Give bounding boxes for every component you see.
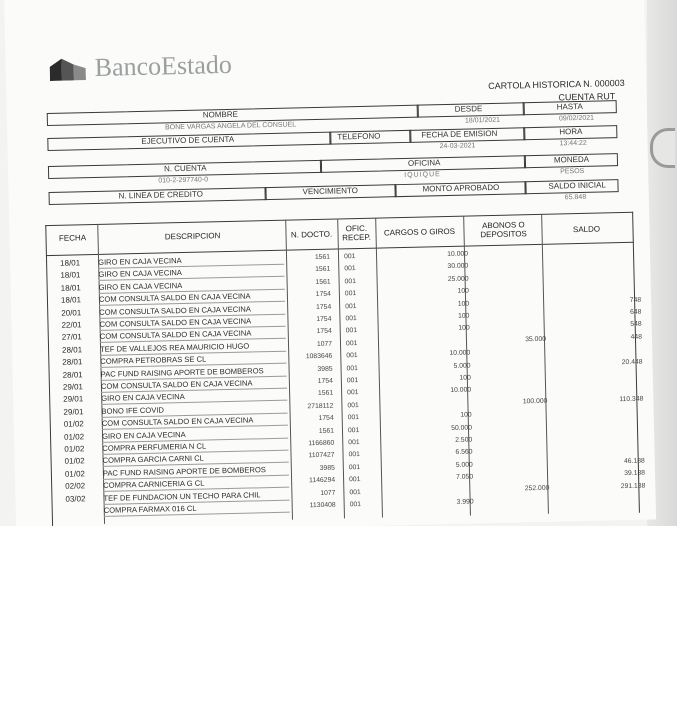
cell-credit: 252.000	[524, 484, 550, 492]
moneda-label: MONEDA	[553, 154, 590, 165]
cell-date: 28/01	[61, 345, 83, 355]
cell-debit: 7.050	[455, 473, 474, 482]
cell-office: 001	[344, 277, 357, 286]
cell-description: COMPRA PERFUMERIA N CL	[102, 439, 288, 455]
cell-office: 001	[349, 501, 362, 509]
cell-date: 02/02	[65, 481, 86, 491]
cell-debit: 5.000	[455, 461, 473, 469]
cell-debit: 10.000	[449, 349, 471, 358]
cell-description: COMPRA CARNICERIA G CL	[103, 476, 289, 492]
desde-value: 18/01/2021	[464, 116, 501, 125]
header-abonos: ABONOS O DEPOSITOS	[480, 220, 527, 240]
cell-document-number: 1146294	[309, 476, 336, 485]
cell-balance: 291.138	[620, 482, 646, 490]
cell-date: 18/01	[60, 270, 81, 281]
cell-balance: 110.348	[619, 395, 644, 403]
cell-document-number: 1754	[315, 290, 331, 299]
cell-document-number: 1561	[315, 278, 331, 286]
cell-office: 001	[348, 451, 360, 459]
cell-debit: 30.000	[447, 262, 469, 271]
cell-debit: 100	[457, 300, 470, 308]
cell-debit: 100	[458, 324, 470, 333]
cell-document-number: 1083646	[305, 352, 333, 361]
fecha-emision-value: 24-03-2021	[439, 142, 476, 151]
header-saldo: SALDO	[572, 224, 601, 235]
cell-description: COMPRA FARMAX 016 CL	[104, 501, 290, 517]
header-recep: OFIC. RECEP.	[342, 223, 372, 243]
ejecutivo-label: EJECUTIVO DE CUENTA	[141, 134, 235, 146]
cell-description: PAC FUND RAISING APORTE DE BOMBEROS	[101, 364, 287, 380]
cell-date: 20/01	[61, 307, 82, 318]
monto-label: MONTO APROBADO	[422, 182, 500, 194]
cell-debit: 100	[457, 287, 469, 295]
document-subtitle: CUENTA RUT	[558, 91, 616, 103]
hasta-label: HASTA	[556, 101, 583, 112]
cell-office: 001	[347, 389, 359, 397]
cell-office: 001	[347, 401, 359, 410]
cell-debit: 100	[460, 411, 472, 419]
cell-document-number: 3985	[319, 464, 335, 472]
cell-description: TEF DE VALLEJOS REA MAURICIO HUGO	[100, 339, 286, 355]
cell-description: COM CONSULTA SALDO EN CAJA VECINA	[99, 290, 285, 306]
cell-office: 001	[346, 364, 359, 372]
cuenta-value: 010-2-297740-0	[158, 176, 209, 185]
cell-debit: 6.560	[455, 448, 473, 457]
cell-date: 01/02	[64, 456, 85, 467]
desde-label: DESDE	[454, 104, 483, 114]
cell-debit: 2.500	[455, 436, 473, 444]
cell-office: 001	[349, 488, 361, 496]
cell-document-number: 1107427	[308, 452, 335, 460]
cell-description: GIRO EN CAJA VECINA	[101, 389, 287, 405]
cell-debit: 100	[458, 312, 470, 320]
cell-office: 001	[344, 290, 357, 298]
nombre-value: BONE VARGAS ANGELA DEL CONSUEL	[164, 121, 297, 132]
cell-document-number: 1077	[320, 489, 336, 497]
cell-date: 27/01	[61, 332, 82, 343]
cell-date: 29/01	[62, 382, 84, 392]
saldo-inicial-label: SALDO INICIAL	[548, 180, 606, 191]
cell-credit: 100.000	[522, 397, 548, 406]
cell-office: 001	[347, 414, 360, 422]
cell-debit: 25.000	[447, 275, 469, 283]
cell-description: COMPRA PETROBRAS SE CL	[100, 352, 286, 368]
header-docto: N. DOCTO.	[290, 229, 333, 240]
cell-debit: 100	[459, 374, 471, 382]
cell-office: 001	[346, 377, 359, 385]
cell-date: 18/01	[60, 258, 81, 268]
moneda-value: PESOS	[560, 167, 585, 176]
cell-description: COM CONSULTA SALDO EN CAJA VECINA	[101, 377, 287, 393]
cell-balance: 648	[629, 308, 642, 316]
cell-document-number: 1754	[316, 315, 332, 323]
cell-date	[66, 505, 104, 506]
cell-description: PAC FUND RAISING APORTE DE BOMBEROS	[103, 463, 289, 479]
bank-logo-icon	[49, 58, 85, 81]
cell-debit: 5.000	[453, 362, 471, 370]
cell-description: BONO IFE COVID	[101, 401, 287, 417]
saldo-inicial-value: 65.848	[564, 193, 587, 202]
cell-office: 001	[345, 302, 357, 310]
cell-description: GIRO EN CAJA VECINA	[99, 278, 285, 294]
cell-date: 01/02	[64, 444, 85, 454]
cell-credit: 35.000	[525, 335, 547, 344]
cell-date: 29/01	[63, 394, 84, 405]
document-title: CARTOLA HISTORICA N. 000003	[488, 77, 625, 92]
hora-label: HORA	[559, 126, 583, 137]
telefono-label: TELEFONO	[337, 131, 381, 142]
cell-date: 18/01	[60, 283, 81, 293]
cell-office: 001	[348, 439, 360, 447]
cell-debit: 3.990	[456, 498, 474, 506]
cell-date: 18/01	[60, 295, 82, 305]
binder-clip	[650, 128, 675, 168]
cell-date: 22/01	[61, 320, 82, 330]
cell-document-number: 2718112	[307, 402, 334, 411]
cell-office: 001	[343, 253, 356, 261]
statement-paper	[4, 0, 656, 526]
cell-date: 01/02	[63, 419, 84, 429]
cell-date: 28/01	[62, 369, 83, 380]
cell-office: 001	[344, 265, 356, 273]
cell-document-number: 1166860	[308, 439, 335, 448]
cell-balance: 39.138	[624, 469, 646, 478]
cell-office: 001	[348, 463, 361, 472]
cell-balance: 20.448	[621, 358, 643, 366]
cell-description: COMPRA GARCIA CARNI CL	[102, 451, 288, 467]
oficina-value: IQUIQUE	[404, 171, 441, 179]
cell-description: GIRO EN CAJA VECINA	[98, 265, 284, 281]
linea-label: N. LINEA DE CREDITO	[118, 189, 204, 201]
cell-date: 28/01	[62, 357, 83, 367]
cell-balance: 748	[629, 296, 642, 304]
nombre-label: NOMBRE	[202, 109, 239, 120]
cell-date: 29/01	[63, 407, 84, 417]
cell-description: GIRO EN CAJA VECINA	[102, 426, 288, 442]
cell-office: 001	[345, 339, 358, 348]
cell-date: 03/02	[65, 493, 86, 504]
cell-document-number: 1561	[318, 427, 335, 435]
cell-description: GIRO EN CAJA VECINA	[98, 253, 284, 269]
transactions-table	[45, 212, 646, 525]
cell-document-number: 1754	[317, 377, 333, 385]
cell-office: 001	[347, 426, 360, 434]
header-descripcion: DESCRIPCION	[164, 231, 221, 242]
cell-description: COM CONSULTA SALDO EN CAJA VECINA	[100, 327, 286, 343]
cell-office: 001	[345, 327, 358, 335]
cell-document-number: 1754	[318, 414, 334, 423]
cell-document-number: 1561	[315, 266, 331, 274]
cell-description: COM CONSULTA SALDO EN CAJA VECINA	[99, 302, 285, 318]
cell-document-number: 1754	[316, 328, 332, 336]
hora-value: 13:44:22	[559, 139, 587, 148]
bank-name: BancoEstado	[94, 49, 233, 82]
cuenta-label: N. CUENTA	[163, 163, 207, 174]
header-cargos: CARGOS O GIROS	[383, 226, 456, 238]
cell-date: 01/02	[63, 431, 85, 442]
cell-office: 001	[349, 476, 361, 484]
oficina-label: OFICINA	[407, 158, 441, 168]
cell-debit: 10.000	[450, 386, 472, 395]
cell-document-number: 1561	[314, 253, 331, 262]
cell-office: 001	[345, 315, 357, 323]
cell-office: 001	[346, 352, 358, 360]
cell-description: TEF DE FUNDACION UN TECHO PARA CHIL	[103, 488, 289, 504]
cell-date: 01/02	[64, 469, 86, 479]
hasta-value: 09/02/2021	[558, 114, 595, 123]
cell-description: COM CONSULTA SALDO EN CAJA VECINA	[99, 315, 285, 331]
vencimiento-label: VENCIMIENTO	[302, 186, 359, 197]
fecha-emision-label: FECHA DE EMISION	[421, 128, 498, 140]
cell-document-number: 1754	[315, 303, 332, 311]
cell-document-number: 3985	[317, 365, 333, 373]
cell-document-number: 1561	[317, 390, 334, 398]
cell-balance: 46.188	[623, 457, 645, 465]
cell-debit: 50.000	[451, 424, 473, 432]
cell-document-number: 1077	[316, 340, 333, 348]
cell-description: COM CONSULTA SALDO EN CAJA VECINA	[102, 414, 288, 430]
cell-document-number: 1130408	[309, 501, 336, 510]
header-fecha: FECHA	[58, 233, 87, 243]
cell-balance: 448	[630, 333, 643, 341]
cell-debit: 10.000	[447, 250, 469, 259]
cell-balance: 548	[630, 321, 642, 329]
